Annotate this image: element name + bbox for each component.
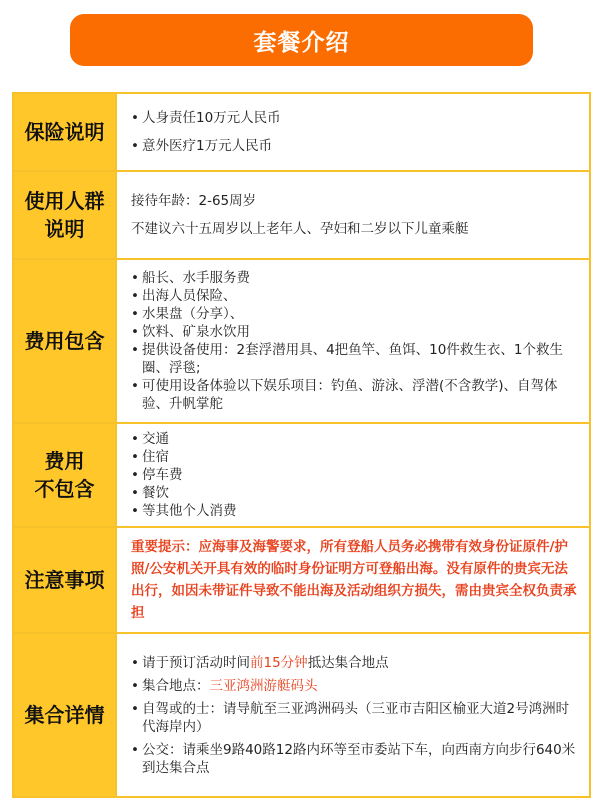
meeting-content xyxy=(131,634,579,796)
list-item: • 餐饮 xyxy=(131,485,169,501)
list-item: • 可使用设备体验以下娱乐项目：钓鱼、游泳、浮潜(不含教学)、自驾体验、升帆掌舵 xyxy=(131,378,558,412)
fee-excluded-row xyxy=(14,422,589,526)
important-notice-text: 重要提示：应海事及海警要求，所有登船人员务必携带有效身份证原件/护照/公安机关开具有效的临时身份证明方可登船出海。没有原件的贵宾无法出行，如因未带证件导致不能出海及活动组织方损失，需由贵宾全权负责承担 xyxy=(131,539,577,621)
meeting-location-item: • 集合地点：三亚鸿洲游艇码头 xyxy=(131,677,318,694)
list-item: • 提供设备使用：2套浮潜用具、4把鱼竿、鱼饵、10件救生衣、1个救生圈、浮毯; xyxy=(131,342,563,376)
insurance-label: 保险说明 xyxy=(14,94,117,170)
arrival-highlight: 前15分钟 xyxy=(250,654,308,671)
arrival-time-item: • 请于预订活动时间前15分钟抵达集合地点 xyxy=(131,654,389,671)
insurance-row xyxy=(14,94,589,170)
fee-excluded-label: 费用 不包含 xyxy=(14,424,117,526)
list-item: • 意外医疗1万元人民币 xyxy=(131,138,273,154)
list-item: • 船长、水手服务费 xyxy=(131,270,250,286)
meeting-label: 集合详情 xyxy=(14,634,117,796)
age-range-text: 接待年龄：2-65周岁 xyxy=(131,193,257,209)
age-advice-text: 不建议六十五周岁以上老年人、孕妇和二岁以下儿童乘艇 xyxy=(131,221,469,237)
fee-excluded-content xyxy=(131,424,579,526)
bus-directions-item: • 公交：请乘坐9路40路12路内环等至市委站下车，向西南方向步行640米到达集合点 xyxy=(131,741,576,776)
page-title: 套餐介绍 xyxy=(253,29,350,56)
audience-label: 使用人群 说明 xyxy=(14,172,117,258)
list-item: • 停车费 xyxy=(131,467,183,483)
notice-row xyxy=(14,526,589,632)
list-item: • 饮料、矿泉水饮用 xyxy=(131,324,250,340)
notice-content xyxy=(131,528,579,632)
location-highlight: 三亚鸿洲游艇码头 xyxy=(209,677,318,694)
list-item: • 人身责任10万元人民币 xyxy=(131,110,281,126)
insurance-content xyxy=(131,94,579,170)
list-item: • 住宿 xyxy=(131,449,169,465)
audience-content xyxy=(131,172,579,258)
list-item: • 出海人员保险、 xyxy=(131,288,237,304)
fee-included-label: 费用包含 xyxy=(14,260,117,422)
fee-included-content xyxy=(131,260,579,422)
page-title-banner xyxy=(70,14,533,66)
notice-label: 注意事项 xyxy=(14,528,117,632)
package-info-table xyxy=(12,92,591,798)
fee-included-row xyxy=(14,258,589,422)
list-item: • 交通 xyxy=(131,431,169,447)
audience-row xyxy=(14,170,589,258)
list-item: • 水果盘（分享）、 xyxy=(131,306,244,322)
list-item: • 等其他个人消费 xyxy=(131,503,237,519)
drive-directions-item: • 自驾或的士：请导航至三亚鸿洲码头（三亚市吉阳区榆亚大道2号鸿洲时代海岸内） xyxy=(131,700,570,735)
meeting-row xyxy=(14,632,589,796)
